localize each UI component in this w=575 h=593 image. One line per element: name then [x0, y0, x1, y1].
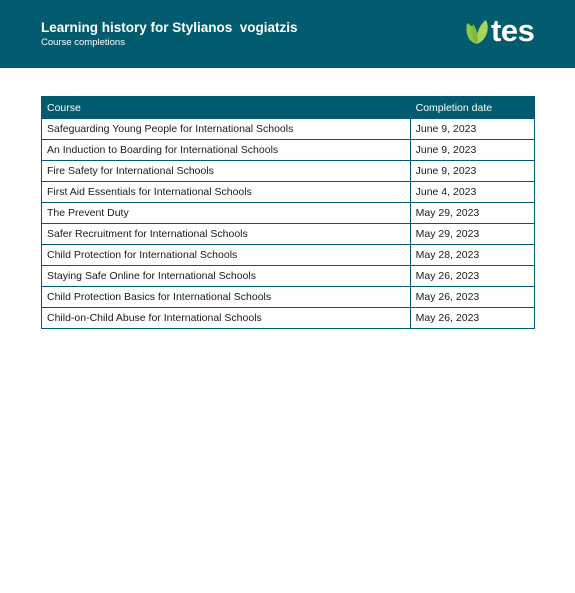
date-cell: May 28, 2023 [410, 245, 534, 266]
date-cell: May 26, 2023 [410, 287, 534, 308]
date-cell: June 9, 2023 [410, 161, 534, 182]
page-title: Learning history for Stylianos vogiatzis [41, 20, 298, 35]
course-cell: First Aid Essentials for International Schools [42, 182, 411, 203]
table-row [42, 140, 535, 161]
table-row [42, 245, 535, 266]
table-row [42, 182, 535, 203]
table-row [42, 203, 535, 224]
column-header-completion-date: Completion date [410, 97, 534, 119]
course-cell: Safer Recruitment for International Schools [42, 224, 411, 245]
date-cell: June 4, 2023 [410, 182, 534, 203]
table-row [42, 119, 535, 140]
table-row [42, 161, 535, 182]
tes-logo [464, 13, 539, 49]
date-cell: May 26, 2023 [410, 308, 534, 329]
table-row [42, 308, 535, 329]
table-row [42, 224, 535, 245]
logo-text: tes [491, 13, 535, 48]
date-cell: June 9, 2023 [410, 119, 534, 140]
course-cell: Child Protection for International Schools [42, 245, 411, 266]
course-cell: The Prevent Duty [42, 203, 411, 224]
page-header [0, 0, 575, 68]
date-cell: June 9, 2023 [410, 140, 534, 161]
page-subtitle: Course completions [41, 37, 125, 48]
course-cell: Safeguarding Young People for International Schools [42, 119, 411, 140]
table-row [42, 287, 535, 308]
column-header-course: Course [42, 97, 411, 119]
course-completions-table [41, 96, 535, 329]
course-cell: Child Protection Basics for International Schools [42, 287, 411, 308]
table-header-row [42, 97, 535, 119]
date-cell: May 29, 2023 [410, 203, 534, 224]
date-cell: May 29, 2023 [410, 224, 534, 245]
course-cell: An Induction to Boarding for International Schools [42, 140, 411, 161]
leaf-icon [464, 18, 490, 46]
date-cell: May 26, 2023 [410, 266, 534, 287]
course-cell: Child-on-Child Abuse for International Schools [42, 308, 411, 329]
table-row [42, 266, 535, 287]
course-cell: Staying Safe Online for International Schools [42, 266, 411, 287]
course-cell: Fire Safety for International Schools [42, 161, 411, 182]
